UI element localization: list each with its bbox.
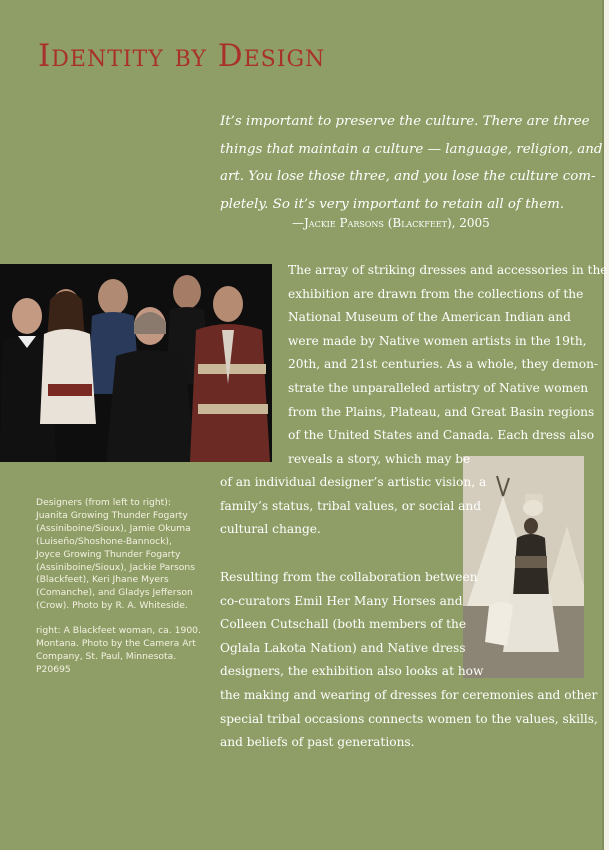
body-line: special tribal occasions connects women to the values, skills, bbox=[220, 711, 598, 726]
quote-line: art. You lose those three, and you lose the culture com- bbox=[220, 169, 596, 185]
caption-line: Juanita Growing Thunder Fogarty bbox=[36, 509, 188, 521]
photo-captions bbox=[36, 497, 206, 689]
body-line: were made by Native women artists in the 19th, bbox=[288, 333, 587, 348]
designers-group-photo bbox=[0, 264, 272, 462]
quote-line: It’s important to preserve the culture. There are three bbox=[220, 114, 590, 129]
body-line: of an individual designer’s artistic vision, a bbox=[220, 475, 487, 489]
caption-line: Joyce Growing Thunder Fogarty bbox=[36, 548, 181, 560]
caption-line: (Assiniboine/Sioux), Jamie Okuma bbox=[36, 522, 191, 534]
caption-line: (Assiniboine/Sioux), Jackie Parsons bbox=[36, 561, 196, 573]
body-paragraph-1 bbox=[288, 259, 608, 471]
quote-attribution: —Jackie Parsons (Blackfeet), 2005 bbox=[292, 216, 490, 230]
caption-line: (Blackfeet), Keri Jhane Myers bbox=[36, 574, 169, 586]
body-line: Resulting from the collaboration between bbox=[220, 570, 478, 584]
designers-caption bbox=[36, 497, 206, 613]
designers-photo-illustration bbox=[0, 264, 272, 462]
quote-line: things that maintain a culture — language, religion, and bbox=[220, 141, 603, 157]
body-line: The array of striking dresses and accessories in the bbox=[288, 263, 608, 277]
body-line: designers, the exhibition also looks at how bbox=[220, 664, 484, 679]
body-line: strate the unparalleled artistry of Native women bbox=[288, 380, 589, 395]
body-line: of the United States and Canada. Each dress also bbox=[288, 428, 595, 443]
body-line: the making and wearing of dresses for ceremonies and other bbox=[220, 688, 598, 702]
body-line: family’s status, tribal values, or social and bbox=[220, 498, 482, 513]
body-paragraph-1-continued bbox=[220, 471, 486, 542]
caption-line: right: A Blackfeet woman, ca. 1900. bbox=[36, 625, 201, 637]
body-paragraph-2-continued bbox=[220, 684, 598, 755]
caption-line: P20695 bbox=[36, 663, 71, 675]
body-line: and beliefs of past generations. bbox=[220, 735, 415, 750]
body-line: National Museum of the American Indian and bbox=[288, 310, 571, 325]
caption-line: Montana. Photo by the Camera Art bbox=[36, 638, 196, 650]
quote-line: pletely. So it’s very important to retain all of them. bbox=[220, 196, 565, 212]
body-line: 20th, and 21st centuries. As a whole, they demon- bbox=[288, 357, 599, 372]
body-paragraph-2 bbox=[220, 566, 483, 684]
body-line: exhibition are drawn from the collections of the bbox=[288, 286, 584, 301]
body-line: cultural change. bbox=[220, 522, 321, 537]
right-photo-caption bbox=[36, 625, 206, 677]
caption-line: Designers (from left to right): bbox=[36, 497, 171, 508]
body-line: Oglala Lakota Nation) and Native dress bbox=[220, 640, 466, 655]
pull-quote bbox=[220, 108, 603, 218]
caption-line: (Crow). Photo by R. A. Whiteside. bbox=[36, 600, 188, 612]
caption-line: (Luiseño/Shoshone-Bannock), bbox=[36, 535, 172, 547]
body-line: co-curators Emil Her Many Horses and bbox=[220, 593, 463, 608]
body-line: reveals a story, which may be bbox=[288, 451, 471, 466]
caption-line: (Comanche), and Gladys Jefferson bbox=[36, 587, 193, 599]
body-line: Colleen Cutschall (both members of the bbox=[220, 617, 467, 632]
caption-line: Company, St. Paul, Minnesota. bbox=[36, 650, 177, 662]
page-title: Identity by Design bbox=[38, 38, 326, 74]
body-line: from the Plains, Plateau, and Great Basin regions bbox=[288, 404, 595, 419]
